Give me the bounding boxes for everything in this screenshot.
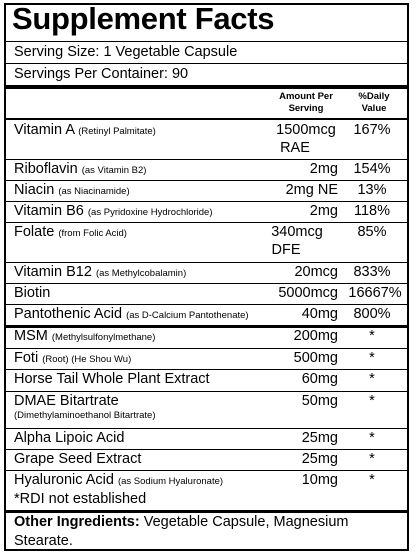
ingredient-dv: * xyxy=(369,328,375,344)
supplement-facts-panel xyxy=(4,3,409,551)
nutrient-amount: 2mg xyxy=(309,161,338,177)
nutrient-dv: 118% xyxy=(353,203,390,219)
ingredient-amount: 25mg xyxy=(301,430,338,446)
divider xyxy=(6,159,407,160)
ingredient-dv: * xyxy=(369,350,375,366)
ingredient-dv: * xyxy=(369,451,375,467)
nutrient-name: Biotin xyxy=(14,285,51,301)
ingredient-amount: 500mg xyxy=(293,350,338,366)
ingredient-subname: (Dimethylaminoethanol Bitartrate) xyxy=(14,410,156,421)
divider xyxy=(6,391,407,392)
ingredient-name: MSM (Methylsulfonylmethane) xyxy=(14,328,156,344)
nutrient-dv: 16667% xyxy=(348,285,402,301)
rdi-footnote: *RDI not established xyxy=(14,491,147,507)
divider xyxy=(6,118,407,120)
nutrient-amount: 20mcg xyxy=(294,264,338,280)
divider xyxy=(6,201,407,202)
nutrient-amount: 1500mcg xyxy=(276,122,336,138)
ingredient-amount: 25mg xyxy=(301,451,338,467)
nutrient-dv: 13% xyxy=(357,182,387,198)
ingredient-name: Hyaluronic Acid (as Sodium Hyaluronate) xyxy=(14,472,224,488)
ingredient-name: DMAE Bitartrate xyxy=(14,393,119,409)
daily-value-header: %Daily Value xyxy=(358,91,390,114)
nutrient-amount: 2mg xyxy=(309,203,338,219)
nutrient-name: Vitamin B12 (as Methylcobalamin) xyxy=(14,264,187,280)
ingredient-amount: 200mg xyxy=(293,328,338,344)
nutrient-name: Niacin (as Niacinamide) xyxy=(14,182,130,198)
ingredient-name: Foti (Root) (He Shou Wu) xyxy=(14,350,132,366)
ingredient-name: Grape Seed Extract xyxy=(14,451,142,467)
thick-divider xyxy=(6,85,407,89)
nutrient-amount: 5000mcg xyxy=(278,285,338,301)
ingredient-dv: * xyxy=(369,393,375,409)
divider xyxy=(6,63,407,64)
nutrient-amount-unit: DFE xyxy=(271,242,301,258)
ingredient-dv: * xyxy=(369,430,375,446)
panel-title: Supplement Facts xyxy=(12,1,275,36)
nutrient-dv: 800% xyxy=(353,306,391,322)
nutrient-dv: 167% xyxy=(353,122,391,138)
ingredient-amount: 50mg xyxy=(301,393,338,409)
nutrient-dv: 154% xyxy=(353,161,391,177)
nutrient-amount-unit: RAE xyxy=(280,140,310,156)
divider xyxy=(6,41,407,42)
divider xyxy=(6,262,407,263)
ingredient-name: Horse Tail Whole Plant Extract xyxy=(14,371,210,387)
ingredient-name: Alpha Lipoic Acid xyxy=(14,430,125,446)
other-ingredients xyxy=(14,513,402,551)
servings-per-container: Servings Per Container: 90 xyxy=(14,66,189,82)
nutrient-name: Riboflavin (as Vitamin B2) xyxy=(14,161,147,177)
divider xyxy=(6,449,407,450)
nutrient-amount: 2mg NE xyxy=(285,182,338,198)
nutrient-name: Pantothenic Acid (as D-Calcium Pantothenate) xyxy=(14,306,249,322)
amount-per-serving-header: Amount Per Serving xyxy=(279,91,333,114)
ingredient-amount: 10mg xyxy=(301,472,338,488)
other-ingredients-label: Other Ingredients: xyxy=(14,514,140,530)
nutrient-amount: 340mcg xyxy=(271,224,323,240)
divider xyxy=(6,180,407,181)
divider xyxy=(6,470,407,471)
divider xyxy=(6,369,407,370)
other-ingredients-text: Vegetable Capsule, Magnesium Stearate. xyxy=(14,514,349,549)
nutrient-dv: 85% xyxy=(357,224,387,240)
ingredient-dv: * xyxy=(369,371,375,387)
nutrient-name: Vitamin A (Retinyl Palmitate) xyxy=(14,122,156,138)
divider xyxy=(6,283,407,284)
serving-size: Serving Size: 1 Vegetable Capsule xyxy=(14,44,238,60)
divider xyxy=(6,222,407,223)
divider xyxy=(6,428,407,429)
divider xyxy=(6,304,407,305)
nutrient-name: Vitamin B6 (as Pyridoxine Hydrochloride) xyxy=(14,203,213,219)
nutrient-name: Folate (from Folic Acid) xyxy=(14,224,127,240)
nutrient-dv: 833% xyxy=(353,264,391,280)
ingredient-amount: 60mg xyxy=(301,371,338,387)
nutrient-amount: 40mg xyxy=(301,306,338,322)
divider xyxy=(6,348,407,349)
ingredient-dv: * xyxy=(369,472,375,488)
